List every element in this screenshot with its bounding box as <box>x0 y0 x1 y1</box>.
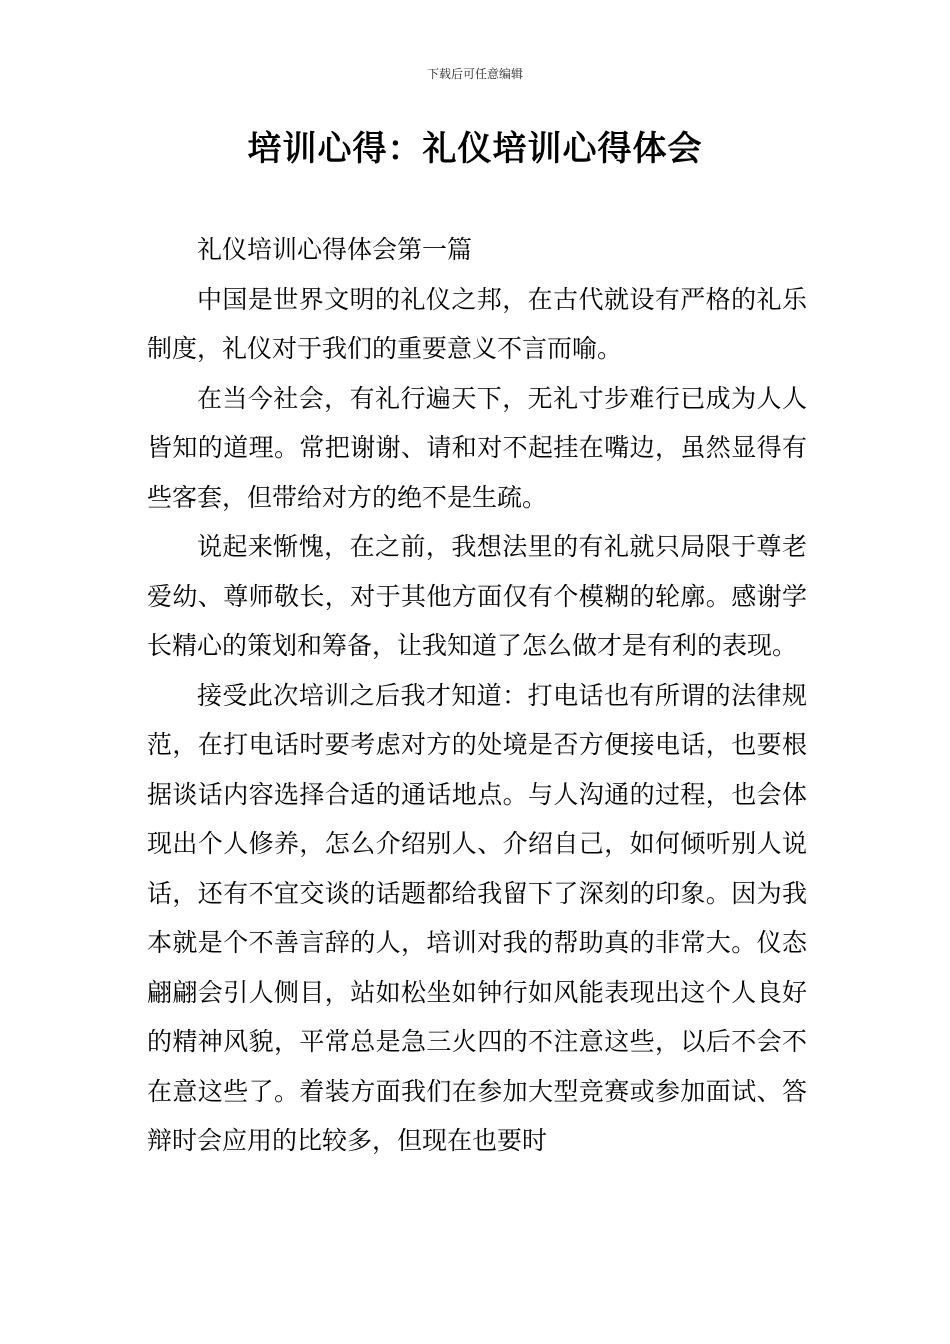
header-note: 下载后可任意编辑 <box>426 67 523 81</box>
document-title: 培训心得：礼仪培训心得体会 <box>247 129 703 169</box>
paragraph-1: 中国是世界文明的礼仪之邦，在古代就设有严格的礼乐制度，礼仪对于我们的重要意义不言而喻。 <box>147 284 807 363</box>
document-body <box>147 225 807 1166</box>
section-heading: 礼仪培训心得体会第一篇 <box>197 235 473 264</box>
paragraph-4: 接受此次培训之后我才知道：打电话也有所谓的法律规范，在打电话时要考虑对方的处境是否方便接电话，也要根据谈话内容选择合适的通话地点。与人沟通的过程，也会体现出个人修养，怎么介绍别人、介绍自己，如何倾听别人说话，还有不宜交谈的话题都给我留下了深刻的印象。因为我本就是个不善言辞的人，培训对我的帮助真的非常大。仪态翩翩会引人侧目，站如松坐如钟行如风能表现出这个人良好的精神风貌，平常总是急三火四的不注意这些，以后不会不在意这些了。着装方面我们在参加大型竞赛或参加面试、答辩时会应用的比较多，但现在也要时 <box>147 680 807 1155</box>
paragraph-2: 在当今社会，有礼行遍天下，无礼寸步难行已成为人人皆知的道理。常把谢谢、请和对不起挂在嘴边，虽然显得有些客套，但带给对方的绝不是生疏。 <box>147 383 807 512</box>
paragraph-3: 说起来惭愧，在之前，我想法里的有礼就只局限于尊老爱幼、尊师敬长，对于其他方面仅有个模糊的轮廓。感谢学长精心的策划和筹备，让我知道了怎么做才是有利的表现。 <box>147 532 807 660</box>
